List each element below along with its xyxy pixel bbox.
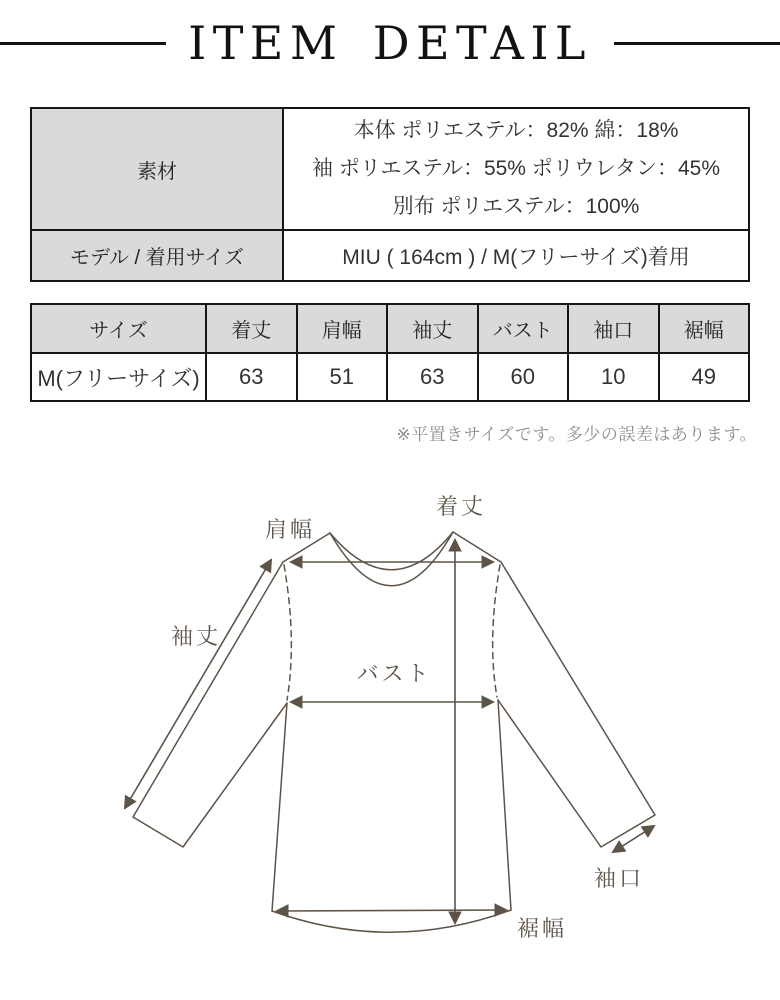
measurement-note: ※平置きサイズです。多少の誤差はあります。 xyxy=(396,425,757,444)
table-row xyxy=(31,108,749,230)
col-header-bust: バスト xyxy=(478,304,569,353)
size-name-cell: M(フリーサイズ) xyxy=(31,353,206,401)
measurement-arrows xyxy=(125,540,654,923)
sleeve-length-arrow xyxy=(125,560,271,808)
label-body-length: 着丈 xyxy=(435,494,487,519)
material-line-3: 別布 ポリエステル：100% xyxy=(392,195,640,218)
label-shoulder-width: 肩幅 xyxy=(264,517,316,542)
shoulder-value: 51 xyxy=(297,353,388,401)
label-sleeve-length: 袖丈 xyxy=(170,624,222,649)
sleeve-value: 63 xyxy=(387,353,478,401)
diagram-labels xyxy=(171,494,644,941)
hem-width-arrow xyxy=(277,910,506,911)
label-cuff: 袖口 xyxy=(593,866,645,891)
bust-value: 60 xyxy=(478,353,569,401)
header-rule-right xyxy=(614,42,780,45)
table-row xyxy=(31,230,749,281)
cuff-arrow xyxy=(613,826,654,852)
material-info-table xyxy=(30,107,750,282)
col-header-hem: 裾幅 xyxy=(659,304,750,353)
material-line-1: 本体 ポリエステル：82% 綿：18% xyxy=(353,119,679,142)
col-header-length: 着丈 xyxy=(206,304,297,353)
label-bust: バスト xyxy=(356,661,432,686)
model-size-label: モデル / 着用サイズ xyxy=(31,230,283,281)
material-value xyxy=(283,108,749,230)
label-hem-width: 裾幅 xyxy=(516,916,568,941)
garment-outline xyxy=(133,532,655,932)
length-value: 63 xyxy=(206,353,297,401)
size-table-header-row xyxy=(31,304,749,353)
col-header-sleeve: 袖丈 xyxy=(387,304,478,353)
model-size-value: MIU ( 164cm ) / M(フリーサイズ)着用 xyxy=(283,230,749,281)
cuff-value: 10 xyxy=(568,353,659,401)
material-line-2: 袖 ポリエステル：55% ポリウレタン：45% xyxy=(312,157,720,180)
hem-value: 49 xyxy=(659,353,750,401)
col-header-shoulder: 肩幅 xyxy=(297,304,388,353)
col-header-size: サイズ xyxy=(31,304,206,353)
size-table-data-row xyxy=(31,353,749,401)
header-rule-left xyxy=(0,42,166,45)
header xyxy=(0,12,780,74)
size-table xyxy=(30,303,750,402)
garment-measurement-diagram xyxy=(0,480,780,1000)
col-header-cuff: 袖口 xyxy=(568,304,659,353)
material-label: 素材 xyxy=(31,108,283,230)
page-title: ITEM DETAIL xyxy=(188,16,592,70)
